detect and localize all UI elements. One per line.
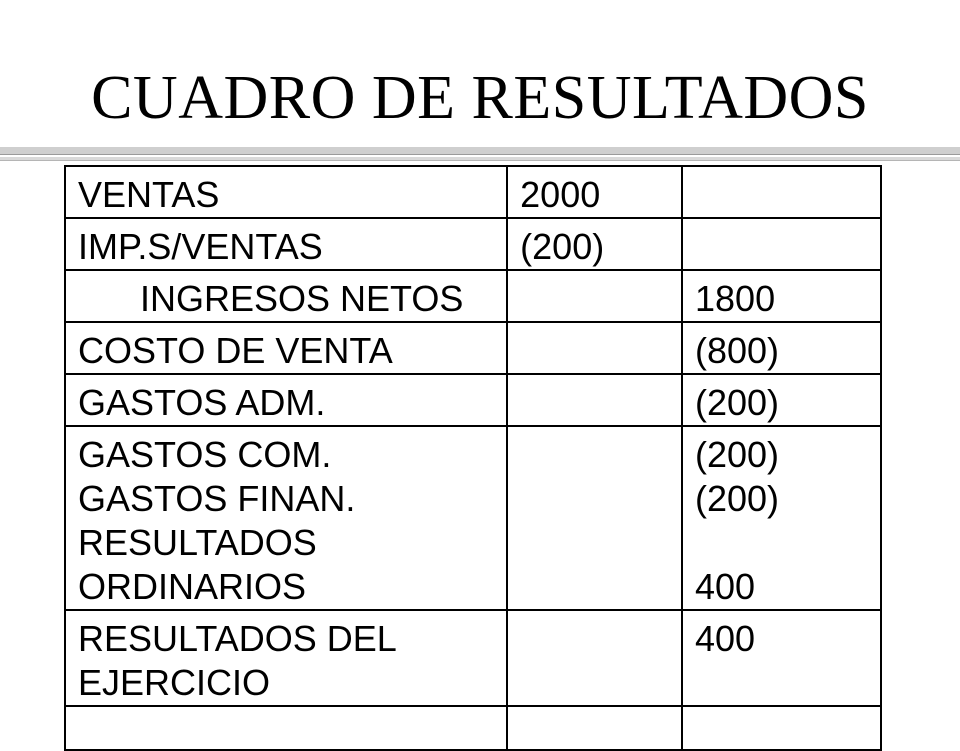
row-value-col2: 2000 (507, 166, 682, 218)
row-label-line: RESULTADOS DEL (78, 618, 397, 659)
row-label: INGRESOS NETOS (140, 278, 464, 319)
row-label-line: GASTOS COM. (78, 434, 332, 475)
row-label-line: ORDINARIOS (78, 566, 307, 607)
row-value-col3: 400 (682, 610, 881, 706)
row-label: VENTAS (65, 166, 507, 218)
row-label: IMP.S/VENTAS (65, 218, 507, 270)
row-value-col2 (507, 374, 682, 426)
row-value-col3: (200) (682, 374, 881, 426)
row-value-line (695, 521, 880, 565)
table-row-costo-venta (65, 322, 881, 374)
table-row-resultados-ejercicio (65, 610, 881, 706)
row-label (65, 706, 507, 750)
results-table (64, 165, 882, 751)
row-value-col2 (507, 706, 682, 750)
row-value-line: (200) (695, 434, 780, 475)
row-value-line: 400 (695, 566, 756, 607)
row-value-col3: 1800 (682, 270, 881, 322)
row-value-col3 (682, 166, 881, 218)
title-divider-edge (0, 160, 960, 161)
row-label-line: RESULTADOS (78, 522, 317, 563)
table-row-empty (65, 706, 881, 750)
table-row-ventas (65, 166, 881, 218)
table-row-imp-ventas (65, 218, 881, 270)
table-row-ingresos-netos (65, 270, 881, 322)
page-title: CUADRO DE RESULTADOS (91, 64, 869, 132)
row-value-col2 (507, 270, 682, 322)
table-row-gastos-adm (65, 374, 881, 426)
title-divider (0, 147, 960, 154)
row-label-line: EJERCICIO (78, 662, 271, 703)
row-label: COSTO DE VENTA (65, 322, 507, 374)
row-value-col3: (800) (682, 322, 881, 374)
row-value-col3 (682, 218, 881, 270)
row-value-col3 (682, 706, 881, 750)
row-label-line: GASTOS FINAN. (78, 478, 356, 519)
row-value-col2 (507, 610, 682, 706)
row-value-col2: (200) (507, 218, 682, 270)
row-value-col2 (507, 426, 682, 610)
table-row-resultados-ordinarios (65, 426, 881, 610)
row-label: GASTOS ADM. (65, 374, 507, 426)
row-value-col2 (507, 322, 682, 374)
row-value-line: (200) (695, 478, 780, 519)
